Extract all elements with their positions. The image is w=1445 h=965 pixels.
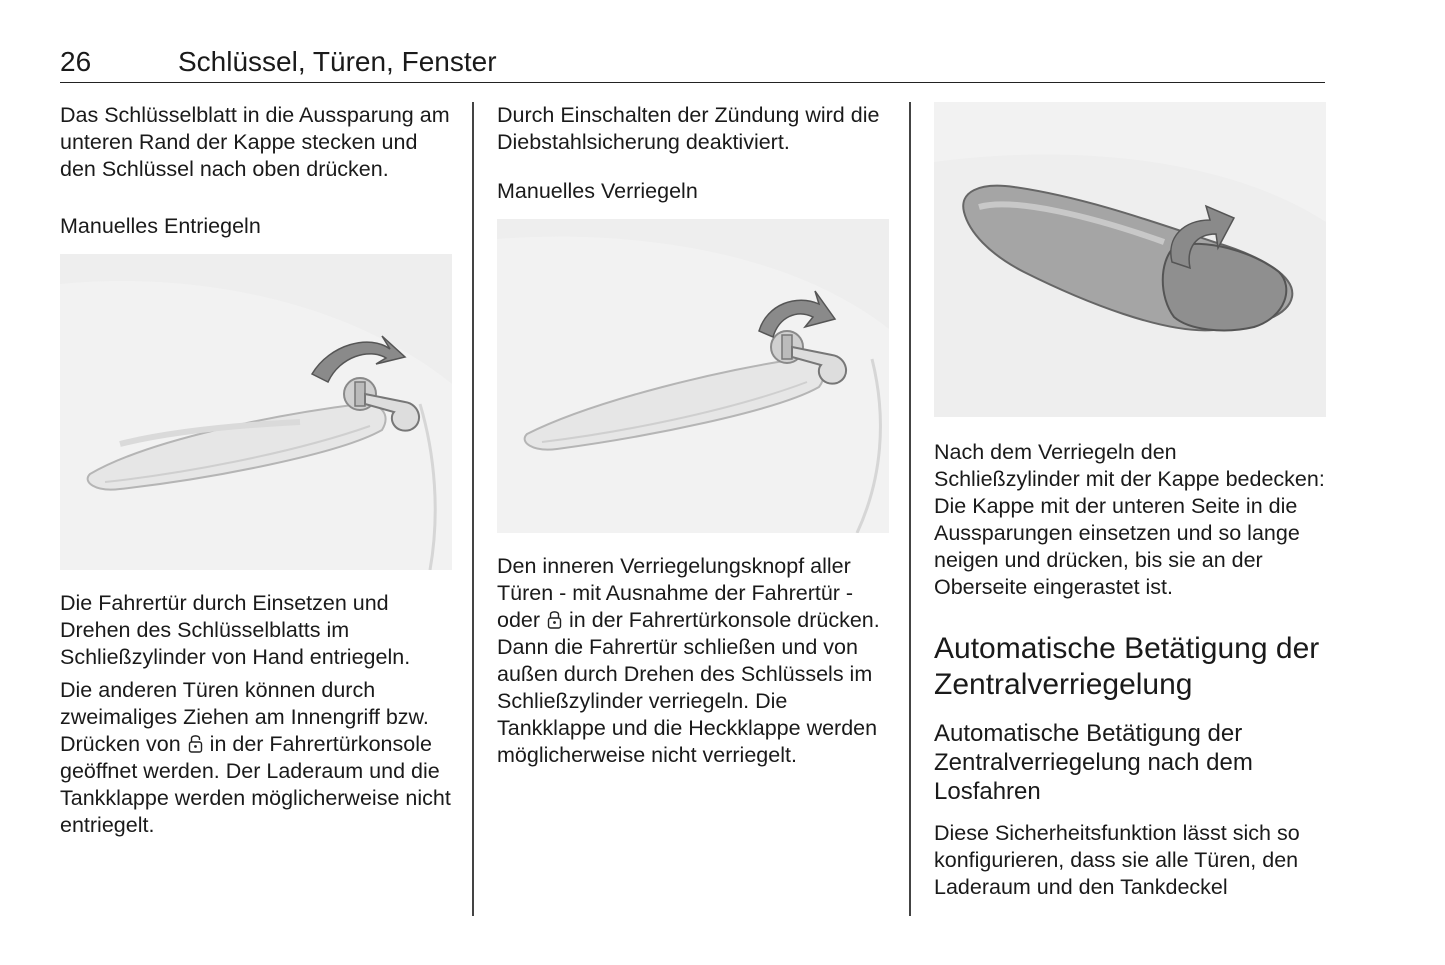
unlock-icon: [188, 733, 203, 754]
subheading-auto-lock-after-driving: Automatische Betätigung der Zentralverriegelung nach dem Losfahren: [934, 720, 1253, 805]
paragraph-driver-door: Die Fahrertür durch Einsetzen und Drehen des Schlüsselblatts im Schließzylinder von Hand entriegeln.: [60, 591, 411, 669]
figure-cap-fitting: [934, 102, 1326, 417]
paragraph-other-doors: Die anderen Türen können durch zweimaliges Ziehen am Innengriff bzw. Drücken von in der Fahrertürkonsole geöffnet werden. Der Laderaum und die Tankklappe werden möglicherweise nicht entriegelt.: [60, 678, 451, 837]
paragraph-cover-cylinder: Nach dem Verriegeln den Schließzylinder mit der Kappe bedecken: Die Kappe mit der unteren Seite in die Aussparungen einsetzen und so lange neigen und drücken, bis sie an der Oberseite eingerastet ist.: [934, 440, 1325, 599]
paragraph-ignition: Durch Einschalten der Zündung wird die Diebstahlsicherung deaktiviert.: [497, 103, 880, 154]
paragraph-lock-procedure: Den inneren Verriegelungsknopf aller Türen - mit Ausnahme der Fahrertür - oder in der Fahrertürkonsole drücken. Dann die Fahrertür schließen und von außen durch Drehen des Schlüssels im Schließzylinder verriegeln. Die Tankklappe und die Heckklappe werden möglicherweise nicht verriegelt.: [497, 554, 880, 767]
door-handle-unlock-illustration: [60, 254, 452, 570]
chapter-title: Schlüssel, Türen, Fenster: [178, 46, 497, 77]
page-header: [60, 44, 1325, 83]
column-1: [60, 102, 452, 839]
figure-manual-lock: [497, 219, 889, 533]
heading-automatic-central-locking: Automatische Betätigung der Zentralverriegelung: [934, 632, 1320, 701]
page-number: 26: [60, 46, 92, 77]
paragraph-insert-key: Das Schlüsselblatt in die Aussparung am unteren Rand der Kappe stecken und den Schlüssel nach oben drücken.: [60, 103, 450, 181]
lock-icon: [547, 609, 562, 630]
column-divider-right: [909, 102, 911, 916]
subheading-manual-unlock: Manuelles Entriegeln: [60, 214, 261, 238]
cap-fitting-illustration: [934, 102, 1326, 417]
column-3: [934, 102, 1326, 901]
figure-manual-unlock: [60, 254, 452, 570]
paragraph-safety-function: Diese Sicherheitsfunktion lässt sich so konfigurieren, dass sie alle Türen, den Laderaum und den Tankdeckel: [934, 821, 1300, 899]
subheading-manual-lock: Manuelles Verriegeln: [497, 179, 698, 203]
column-2: [497, 102, 889, 769]
column-divider-left: [472, 102, 474, 916]
door-handle-lock-illustration: [497, 219, 889, 533]
